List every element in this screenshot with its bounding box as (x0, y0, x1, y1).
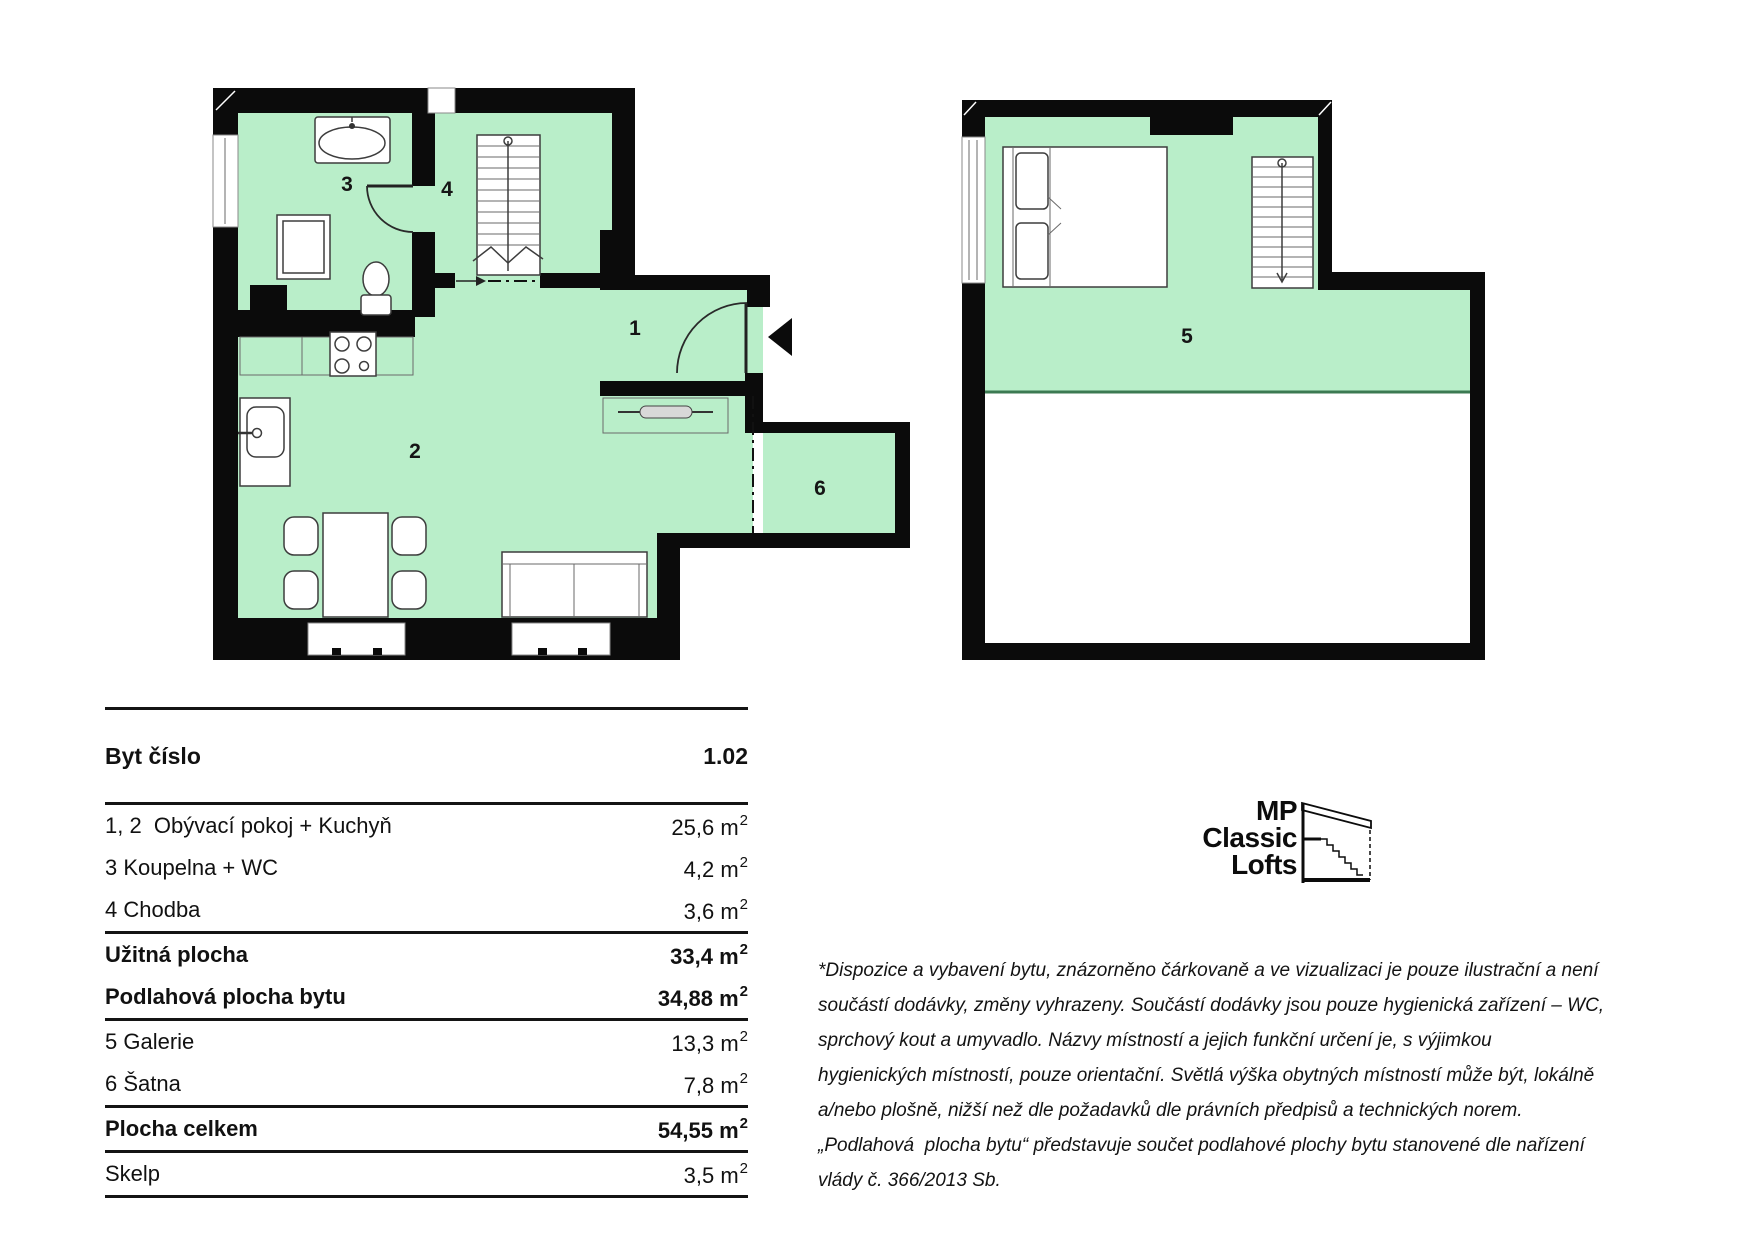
row-value: 4,2 $m^2$ (683, 853, 748, 882)
room-label-4: 4 (441, 178, 453, 201)
table-row (105, 1153, 748, 1195)
room-label-1: 1 (629, 317, 641, 340)
room-label-2: 2 (409, 440, 421, 463)
loft-logo-icon (1300, 799, 1378, 887)
table-row (105, 976, 748, 1018)
logo-line-classic: Classic (1202, 822, 1297, 853)
shower-unit (277, 215, 330, 279)
table-rule (105, 1195, 748, 1198)
room-label-3: 3 (341, 173, 353, 196)
disclaimer-line: sprchový kout a umyvadlo. Názvy místností a jejich funkční určení je, s výjimkou (818, 1030, 1492, 1051)
disclaimer-line: součástí dodávky, změny vyhrazeny. Součástí dodávky jsou pouze hygienická zařízení – WC, (818, 995, 1605, 1016)
logo-line-mp: MP (1256, 795, 1297, 826)
stove (330, 332, 376, 376)
row-label: Plocha celkem (105, 1116, 258, 1141)
table-row (105, 1063, 748, 1105)
ground-floor-plan-drawing (210, 85, 910, 665)
row-label: 4 Chodba (105, 897, 201, 922)
area-table (105, 707, 748, 1198)
row-value: 3,6 $m^2$ (683, 895, 748, 924)
room-label-6: 6 (814, 477, 826, 500)
sofa (502, 552, 647, 617)
gallery-floor-plan-drawing (960, 85, 1495, 670)
table-header-row (105, 710, 748, 802)
disclaimer-line: a/nebo plošně, nižší než dle požadavků dle právních předpisů a technických norem. (818, 1100, 1523, 1121)
disclaimer (818, 953, 1604, 1198)
logo (1150, 797, 1378, 887)
table-row (105, 805, 748, 847)
table-row (105, 847, 748, 889)
gallery-floor-plan (960, 85, 1495, 670)
kitchen-sink (238, 398, 290, 486)
ground-floor-plan (210, 85, 910, 665)
row-value: 7,8 $m^2$ (683, 1069, 748, 1098)
row-label: 6 Šatna (105, 1071, 181, 1096)
toilet (361, 262, 391, 315)
table-row (105, 1108, 748, 1150)
gallery-staircase (1252, 157, 1313, 288)
row-value: 25,6 $m^2$ (671, 811, 748, 840)
row-value: 54,55 $m^2$ (657, 1114, 748, 1143)
dining-table (323, 513, 388, 617)
logo-text (1150, 797, 1297, 878)
disclaimer-line: *Dispozice a vybavení bytu, znázorněno čárkovaně a ve vizualizaci je pouze ilustrační a není (818, 960, 1599, 981)
disclaimer-line: vlády č. 366/2013 Sb. (818, 1170, 1001, 1191)
room-label-5: 5 (1181, 325, 1193, 348)
disclaimer-line: hygienických místností, pouze orientační. Světlá výška obytných místností může být, lokálně (818, 1065, 1595, 1086)
row-label: 5 Galerie (105, 1029, 195, 1054)
entrance-arrow-icon (768, 318, 792, 356)
gallery-window (962, 137, 985, 283)
table-row (105, 889, 748, 931)
bathtub (315, 117, 390, 163)
row-value: 3,5 $m^2$ (683, 1159, 748, 1188)
row-label: Byt číslo (105, 742, 201, 769)
row-value: 13,3 $m^2$ (671, 1027, 748, 1056)
row-value: 33,4 $m^2$ (670, 940, 748, 969)
table-row (105, 934, 748, 976)
row-label: Užitná plocha (105, 942, 249, 967)
row-value: 1.02 (703, 742, 748, 769)
logo-line-lofts: Lofts (1231, 849, 1297, 880)
row-label: 3 Koupelna + WC (105, 855, 279, 880)
row-value: 34,88 $m^2$ (657, 982, 748, 1011)
row-label: Skelp (105, 1161, 161, 1186)
bed (1003, 147, 1167, 287)
row-label: 1, 2 Obývací pokoj + Kuchyň (105, 813, 392, 838)
row-label: Podlahová plocha bytu (105, 984, 346, 1009)
disclaimer-line: „Podlahová plocha bytu“ představuje součet podlahové plochy bytu stanovené dle nařízení (818, 1135, 1585, 1156)
table-row (105, 1021, 748, 1063)
